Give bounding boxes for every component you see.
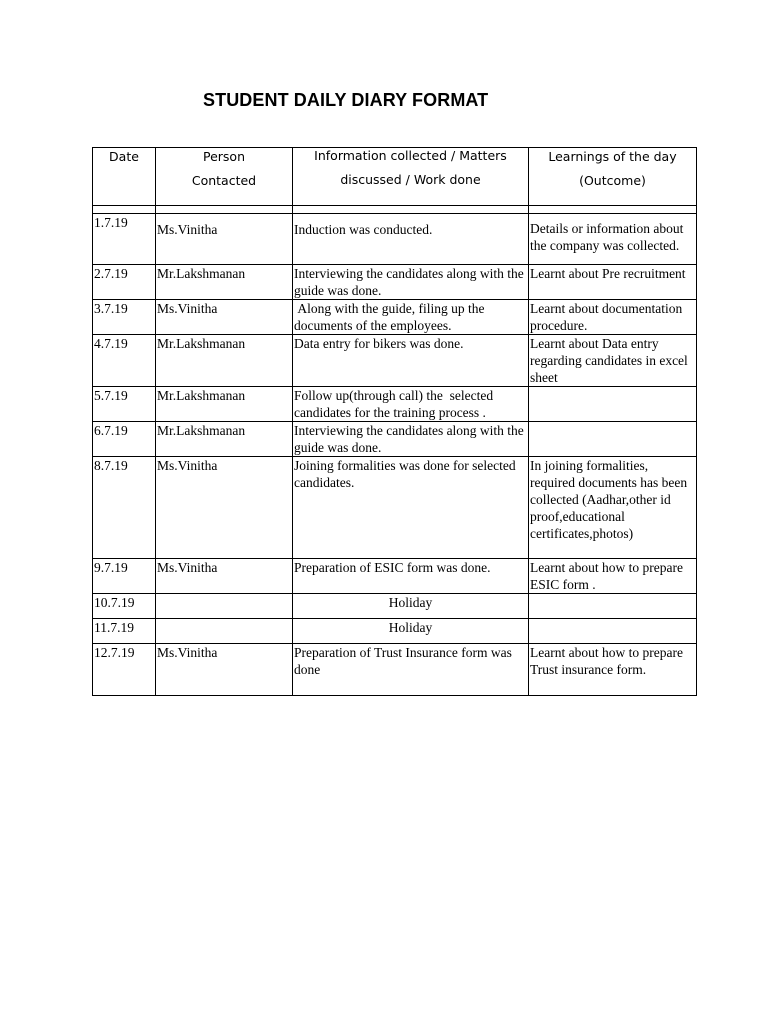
- row-learning: Learnt about Data entry regarding candidates in excel sheet: [529, 335, 697, 387]
- row-info: Preparation of Trust Insurance form was done: [293, 644, 529, 696]
- row-person: [156, 619, 293, 644]
- row-date: 3.7.19: [93, 300, 156, 335]
- header-information: [293, 148, 529, 206]
- row-date: 9.7.19: [93, 559, 156, 594]
- table-row: [93, 594, 697, 619]
- spacer-row: [93, 206, 697, 214]
- row-info: Induction was conducted.: [293, 214, 529, 265]
- row-learning: Learnt about how to prepare Trust insurance form.: [529, 644, 697, 696]
- table-row: [93, 422, 697, 457]
- row-learning: Learnt about documentation procedure.: [529, 300, 697, 335]
- row-date: 12.7.19: [93, 644, 156, 696]
- page-title: STUDENT DAILY DIARY FORMAT: [203, 90, 489, 110]
- row-info: Preparation of ESIC form was done.: [293, 559, 529, 594]
- row-date: 8.7.19: [93, 457, 156, 559]
- row-info: Along with the guide, filing up the documents of the employees.: [293, 300, 529, 335]
- table-row: [93, 265, 697, 300]
- row-info: Interviewing the candidates along with the guide was done.: [293, 422, 529, 457]
- header-person-line2: Contacted: [191, 173, 257, 188]
- row-person: Mr.Lakshmanan: [156, 422, 293, 457]
- table-row: [93, 457, 697, 559]
- row-person: Mr.Lakshmanan: [156, 335, 293, 387]
- row-learning: Details or information about the company was collected.: [529, 214, 697, 265]
- row-info: Holiday: [293, 619, 529, 644]
- row-person: [156, 594, 293, 619]
- row-learning: [529, 422, 697, 457]
- row-learning: In joining formalities, required documents has been collected (Aadhar,other id proof,educational certificates,photos): [529, 457, 697, 559]
- row-learning: Learnt about Pre recruitment: [529, 265, 697, 300]
- row-learning: [529, 619, 697, 644]
- row-person: Mr.Lakshmanan: [156, 265, 293, 300]
- row-info: Joining formalities was done for selected candidates.: [293, 457, 529, 559]
- row-info: Interviewing the candidates along with the guide was done.: [293, 265, 529, 300]
- row-person: Ms.Vinitha: [156, 644, 293, 696]
- header-date: [93, 148, 156, 206]
- row-date: 11.7.19: [93, 619, 156, 644]
- row-date: 1.7.19: [93, 214, 156, 265]
- row-info: Follow up(through call) the selected candidates for the training process .: [293, 387, 529, 422]
- table-row: [93, 644, 697, 696]
- header-learn-line1: Learnings of the day: [548, 149, 677, 164]
- header-person: [156, 148, 293, 206]
- row-date: 6.7.19: [93, 422, 156, 457]
- table-row: [93, 559, 697, 594]
- header-learnings: [529, 148, 697, 206]
- row-info: Data entry for bikers was done.: [293, 335, 529, 387]
- row-person: Mr.Lakshmanan: [156, 387, 293, 422]
- table-row: [93, 387, 697, 422]
- header-info-line2: discussed / Work done: [340, 172, 481, 187]
- header-learn-line2: (Outcome): [579, 173, 646, 188]
- table-row: [93, 335, 697, 387]
- row-learning: [529, 387, 697, 422]
- row-info: Holiday: [293, 594, 529, 619]
- header-date-label: Date: [109, 149, 139, 164]
- row-learning: Learnt about how to prepare ESIC form .: [529, 559, 697, 594]
- row-learning: [529, 594, 697, 619]
- table-row: [93, 214, 697, 265]
- row-date: 4.7.19: [93, 335, 156, 387]
- row-person: Ms.Vinitha: [156, 214, 293, 265]
- diary-table: [92, 147, 697, 696]
- header-info-line1: Information collected / Matters: [314, 148, 507, 163]
- header-person-line1: Person: [202, 149, 245, 164]
- row-person: Ms.Vinitha: [156, 300, 293, 335]
- row-date: 2.7.19: [93, 265, 156, 300]
- row-date: 10.7.19: [93, 594, 156, 619]
- row-person: Ms.Vinitha: [156, 457, 293, 559]
- row-date: 5.7.19: [93, 387, 156, 422]
- table-row: [93, 300, 697, 335]
- table-row: [93, 619, 697, 644]
- row-person: Ms.Vinitha: [156, 559, 293, 594]
- table-header-row: [93, 148, 697, 206]
